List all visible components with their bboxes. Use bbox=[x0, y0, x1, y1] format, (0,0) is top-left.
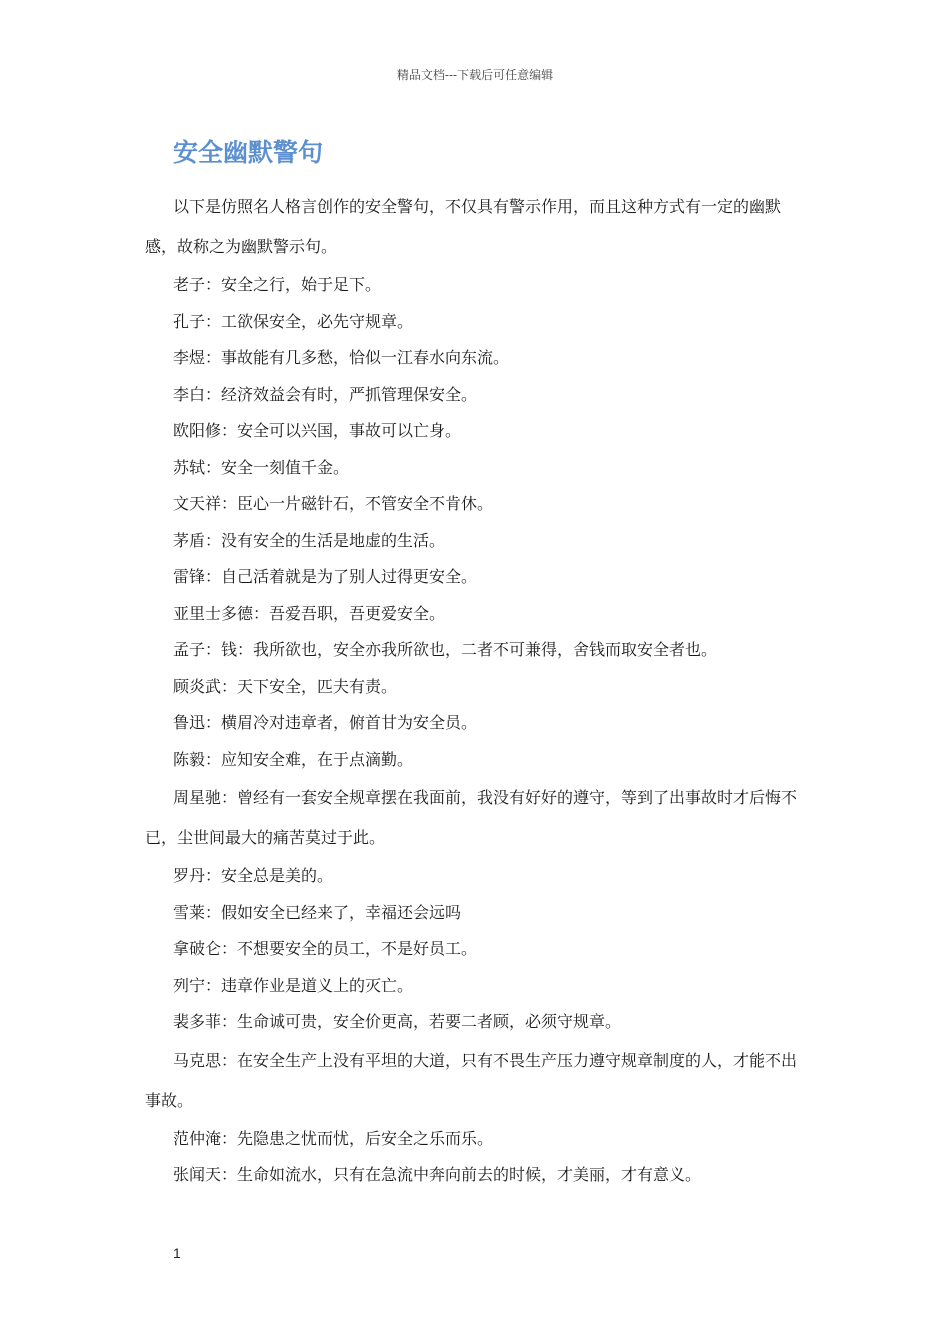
quote-item: 陈毅：应知安全难，在于点滴勤。 bbox=[173, 749, 414, 769]
quote-item: 李煜：事故能有几多愁，恰似一江春水向东流。 bbox=[173, 348, 510, 367]
quote-item: 周星驰：曾经有一套安全规章摆在我面前，我没有好好的遵守，等到了出事故时才后悔不已，尘世间最大的痛苦莫过于此。 bbox=[145, 788, 798, 847]
quote-item: 拿破仑：不想要安全的员工，不是好员工。 bbox=[173, 939, 478, 958]
quote-item: 张闻天：生命如流水，只有在急流中奔向前去的时候，才美丽，才有意义。 bbox=[173, 1165, 702, 1184]
document-body bbox=[145, 187, 807, 1194]
quote-item: 裴多菲：生命诚可贵，安全价更高，若要二者顾，必须守规章。 bbox=[173, 1012, 622, 1031]
quote-item: 苏轼：安全一刻值千金。 bbox=[173, 457, 350, 477]
page-header: 精品文档---下载后可任意编辑 bbox=[396, 68, 554, 82]
quote-list bbox=[145, 267, 807, 1194]
quote-item: 孟子：钱：我所欲也，安全亦我所欲也，二者不可兼得，舍钱而取安全者也。 bbox=[173, 640, 718, 659]
quote-item: 列宁：违章作业是道义上的灭亡。 bbox=[173, 975, 414, 995]
quote-item: 雷锋：自己活着就是为了别人过得更安全。 bbox=[173, 567, 478, 586]
quote-item: 老子：安全之行，始于足下。 bbox=[173, 275, 382, 294]
quote-item: 顾炎武：天下安全，匹夫有责。 bbox=[173, 676, 398, 696]
quote-item: 马克思：在安全生产上没有平坦的大道，只有不畏生产压力遵守规章制度的人，才能不出事故。 bbox=[145, 1050, 798, 1110]
quote-item: 罗丹：安全总是美的。 bbox=[173, 866, 334, 885]
quote-item: 范仲淹：先隐患之忧而忧，后安全之乐而乐。 bbox=[173, 1128, 494, 1148]
page-number: 1 bbox=[173, 1245, 181, 1261]
quote-item: 文天祥：臣心一片磁针石，不管安全不肯休。 bbox=[173, 494, 494, 513]
intro-paragraph: 以下是仿照名人格言创作的安全警句，不仅具有警示作用，而且这种方式有一定的幽默感，故称之为幽默警示句。 bbox=[145, 197, 782, 256]
document-title: 安全幽默警句 bbox=[173, 138, 324, 167]
quote-item: 亚里士多德：吾爱吾职，吾更爱安全。 bbox=[173, 603, 446, 623]
quote-item: 孔子：工欲保安全，必先守规章。 bbox=[173, 311, 414, 331]
quote-item: 雪莱：假如安全已经来了，幸福还会远吗 bbox=[173, 902, 462, 922]
quote-item: 鲁迅：横眉冷对违章者，俯首甘为安全员。 bbox=[173, 713, 478, 732]
quote-item: 李白：经济效益会有时，严抓管理保安全。 bbox=[173, 384, 478, 404]
quote-item: 茅盾：没有安全的生活是地虚的生活。 bbox=[173, 530, 446, 550]
quote-item: 欧阳修：安全可以兴国，事故可以亡身。 bbox=[173, 421, 462, 440]
